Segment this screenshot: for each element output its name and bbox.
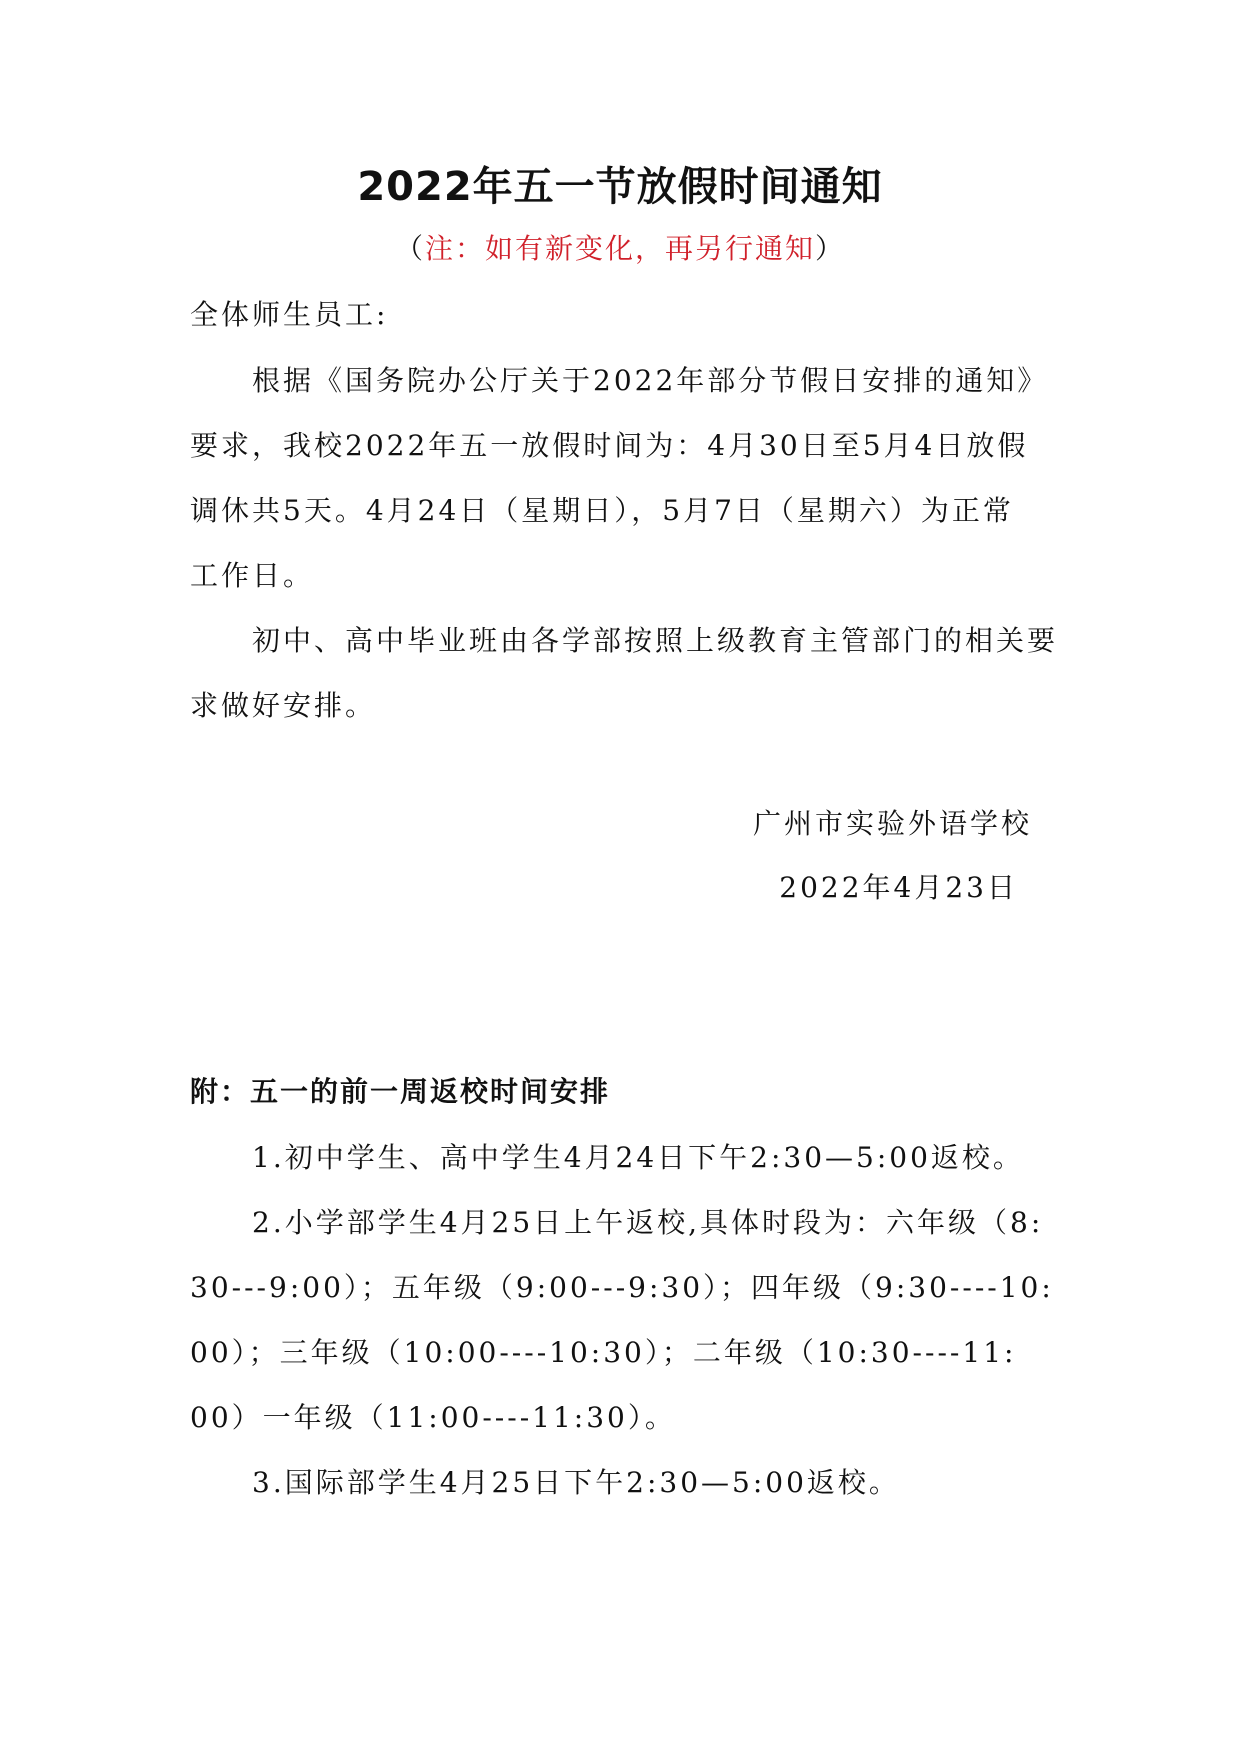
appendix-item-primary-line: 00）一年级（11:00----11:30）。	[190, 1401, 676, 1434]
signature-date: 2022年4月23日	[779, 871, 1018, 904]
document-title: 2022年五一节放假时间通知	[357, 164, 883, 210]
signature-organization: 广州市实验外语学校	[752, 807, 1032, 840]
paragraph1-line: 根据《国务院办公厅关于2022年部分节假日安排的通知》	[252, 364, 1049, 397]
note-line	[0, 227, 1240, 267]
appendix-item-international: 3.国际部学生4月25日下午2:30—5:00返校。	[252, 1466, 900, 1499]
salutation	[190, 282, 1052, 347]
paragraph1-line: 要求，我校2022年五一放假时间为：4月30日至5月4日放假	[190, 429, 1029, 462]
appendix-list	[190, 1125, 1052, 1515]
appendix-title: 附：五一的前一周返校时间安排	[190, 1075, 611, 1108]
paragraph1-line: 调休共5天。4月24日（星期日），5月7日（星期六）为正常	[190, 494, 1014, 527]
note-close-paren: ）	[815, 232, 846, 265]
appendix-item-primary-line: 2.小学部学生4月25日上午返校,具体时段为：六年级（8:	[252, 1206, 1044, 1239]
note-open-paren: （	[394, 232, 425, 265]
salutation-text: 全体师生员工:	[190, 298, 389, 331]
paragraph2-line: 初中、高中毕业班由各学部按照上级教育主管部门的相关要	[252, 624, 1059, 657]
appendix-item-primary-line: 30---9:00）；五年级（9:00---9:30）；四年级（9:30----10:	[190, 1271, 1054, 1304]
paragraph-graduating-classes	[190, 608, 1059, 738]
paragraph1-line: 工作日。	[190, 559, 315, 592]
appendix-item-primary-line: 00）；三年级（10:00----10:30）；二年级（10:30----11:	[190, 1336, 1017, 1369]
appendix-item-secondary: 1.初中学生、高中学生4月24日下午2:30—5:00返校。	[252, 1141, 1024, 1174]
paragraph2-line: 求做好安排。	[190, 689, 377, 722]
paragraph-holiday-schedule	[190, 348, 1052, 608]
note-text: 注：如有新变化，再另行通知	[424, 232, 815, 265]
